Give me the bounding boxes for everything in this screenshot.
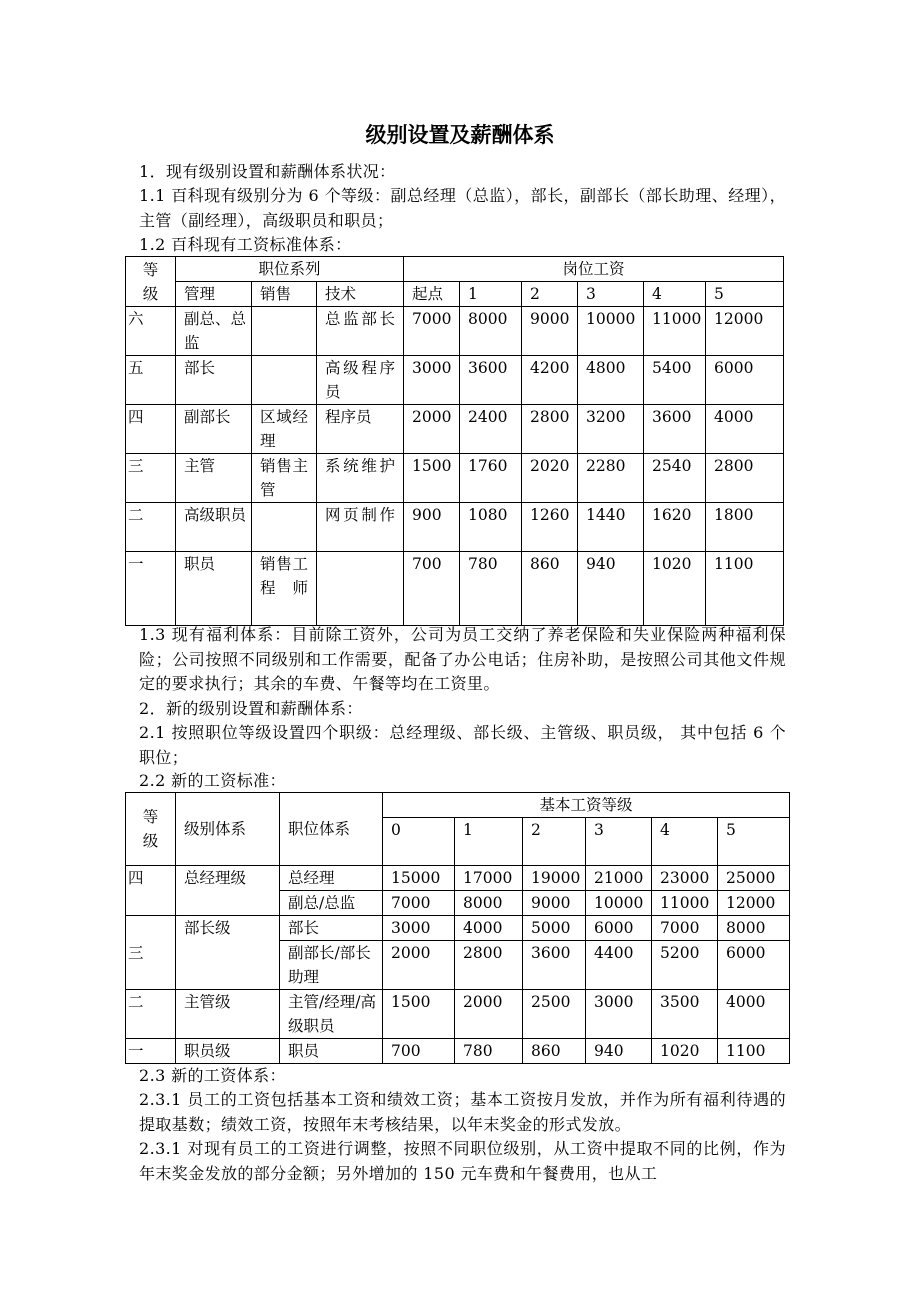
wage-cell: 3000 bbox=[404, 356, 460, 405]
wage-cell: 6000 bbox=[718, 941, 790, 990]
header-grade: 等级 bbox=[126, 793, 176, 866]
wage-cell: 4400 bbox=[586, 941, 652, 990]
header-step: 5 bbox=[706, 282, 784, 307]
table-row bbox=[126, 866, 790, 891]
header-step: 1 bbox=[460, 282, 522, 307]
wage-cell: 11000 bbox=[652, 891, 718, 916]
paragraph-1-3: 1.3 现有福利体系：目前除工资外，公司为员工交纳了养老保险和失业保险两种福利保险；公司按照不同级别和工作需要，配备了办公电话；住房补助，是按照公司其他文件规定的要求执行；其余的车费、午餐等均在工资里。 bbox=[139, 625, 786, 693]
wage-cell: 2500 bbox=[523, 990, 586, 1039]
tech-cell bbox=[317, 552, 404, 626]
paragraph-2-3: 2.3 新的工资体系： bbox=[139, 1066, 286, 1085]
grade-cell: 一 bbox=[126, 552, 176, 626]
header-step: 1 bbox=[455, 818, 523, 866]
sales-cell bbox=[252, 503, 317, 552]
wage-cell: 6000 bbox=[706, 356, 784, 405]
grade-cell: 三 bbox=[126, 916, 176, 990]
document-title: 级别设置及薪酬体系 bbox=[365, 123, 555, 147]
wage-cell: 2400 bbox=[460, 405, 522, 454]
wage-cell: 8000 bbox=[455, 891, 523, 916]
header-step: 0 bbox=[383, 818, 455, 866]
grade-cell: 三 bbox=[126, 454, 176, 503]
management-cell: 高级职员 bbox=[176, 503, 252, 552]
wage-cell: 1500 bbox=[383, 990, 455, 1039]
table-row bbox=[126, 552, 784, 626]
paragraph-2-2: 2.2 新的工资标准： bbox=[139, 771, 286, 790]
paragraph-2-3-1-a: 2.3.1 员工的工资包括基本工资和绩效工资；基本工资按月发放，并作为所有福利待遇的提取基数；绩效工资，按照年末考核结果，以年末奖金的形式发放。 bbox=[139, 1090, 786, 1134]
position-cell: 主管/经理/高级职员 bbox=[280, 990, 383, 1039]
header-base-wage-grade: 基本工资等级 bbox=[383, 793, 790, 818]
wage-cell: 3500 bbox=[652, 990, 718, 1039]
existing-wage-table bbox=[125, 256, 784, 626]
wage-cell: 3600 bbox=[523, 941, 586, 990]
table-row bbox=[126, 503, 784, 552]
wage-cell: 4000 bbox=[706, 405, 784, 454]
sales-cell: 销售主管 bbox=[252, 454, 317, 503]
header-step: 4 bbox=[644, 282, 706, 307]
tech-cell: 系统维护 bbox=[317, 454, 404, 503]
level-cell: 总经理级 bbox=[176, 866, 280, 916]
table-row bbox=[126, 356, 784, 405]
sales-cell bbox=[252, 356, 317, 405]
wage-cell: 10000 bbox=[578, 307, 644, 356]
wage-cell: 5200 bbox=[652, 941, 718, 990]
header-step: 3 bbox=[586, 818, 652, 866]
wage-cell: 2000 bbox=[455, 990, 523, 1039]
section-1-heading: 1．现有级别设置和薪酬体系状况： bbox=[139, 162, 396, 181]
grade-cell: 五 bbox=[126, 356, 176, 405]
wage-cell: 7000 bbox=[383, 891, 455, 916]
wage-cell: 2000 bbox=[383, 941, 455, 990]
paragraph-1-2: 1.2 百科现有工资标准体系： bbox=[139, 235, 352, 254]
wage-cell: 1800 bbox=[706, 503, 784, 552]
tech-cell: 程序员 bbox=[317, 405, 404, 454]
wage-cell: 21000 bbox=[586, 866, 652, 891]
header-grade: 等级 bbox=[126, 257, 176, 307]
wage-cell: 1760 bbox=[460, 454, 522, 503]
wage-cell: 2000 bbox=[404, 405, 460, 454]
wage-cell: 940 bbox=[586, 1039, 652, 1064]
position-cell: 总经理 bbox=[280, 866, 383, 891]
wage-cell: 3200 bbox=[578, 405, 644, 454]
tech-cell: 高级程序员 bbox=[317, 356, 404, 405]
paragraph-2-3-1-b: 2.3.1 对现有员工的工资进行调整，按照不同职位级别，从工资中提取不同的比例，作为年末奖金发放的部分金额；另外增加的 150 元车费和午餐费用，也从工 bbox=[139, 1139, 786, 1183]
position-cell: 部长 bbox=[280, 916, 383, 941]
wage-cell: 3000 bbox=[383, 916, 455, 941]
wage-cell: 23000 bbox=[652, 866, 718, 891]
wage-cell: 2800 bbox=[706, 454, 784, 503]
sales-cell: 区域经理 bbox=[252, 405, 317, 454]
table-row bbox=[126, 990, 790, 1039]
management-cell: 副总、总监 bbox=[176, 307, 252, 356]
grade-cell: 四 bbox=[126, 866, 176, 916]
level-cell: 主管级 bbox=[176, 990, 280, 1039]
paragraph-2-1: 2.1 按照职位等级设置四个职级：总经理级、部长级、主管级、职员级， 其中包括 6 个职位； bbox=[139, 723, 786, 767]
wage-cell: 1100 bbox=[706, 552, 784, 626]
wage-cell: 7000 bbox=[404, 307, 460, 356]
wage-cell: 12000 bbox=[706, 307, 784, 356]
tech-cell: 网页制作 bbox=[317, 503, 404, 552]
sales-cell: 销售工程师 bbox=[252, 552, 317, 626]
wage-cell: 25000 bbox=[718, 866, 790, 891]
wage-cell: 1620 bbox=[644, 503, 706, 552]
position-cell: 副总/总监 bbox=[280, 891, 383, 916]
wage-cell: 900 bbox=[404, 503, 460, 552]
wage-cell: 860 bbox=[523, 1039, 586, 1064]
grade-cell: 二 bbox=[126, 503, 176, 552]
position-cell: 副部长/部长助理 bbox=[280, 941, 383, 990]
wage-cell: 2020 bbox=[522, 454, 578, 503]
wage-cell: 1440 bbox=[578, 503, 644, 552]
header-management: 管理 bbox=[176, 282, 252, 307]
wage-cell: 3600 bbox=[644, 405, 706, 454]
header-tech: 技术 bbox=[317, 282, 404, 307]
table-row bbox=[126, 1039, 790, 1064]
wage-cell: 1100 bbox=[718, 1039, 790, 1064]
wage-cell: 12000 bbox=[718, 891, 790, 916]
paragraph-1-1: 1.1 百科现有级别分为 6 个等级：副总经理（总监），部长，副部长（部长助理、经理），主管（副经理），高级职员和职员； bbox=[139, 186, 786, 230]
header-post-wage: 岗位工资 bbox=[404, 257, 784, 282]
level-cell: 部长级 bbox=[176, 916, 280, 990]
table-row bbox=[126, 405, 784, 454]
section-2-heading: 2．新的级别设置和薪酬体系： bbox=[139, 699, 363, 718]
new-wage-table bbox=[125, 792, 790, 1064]
header-step: 5 bbox=[718, 818, 790, 866]
grade-cell: 一 bbox=[126, 1039, 176, 1064]
wage-cell: 1260 bbox=[522, 503, 578, 552]
header-position-series: 职位系列 bbox=[176, 257, 404, 282]
grade-cell: 二 bbox=[126, 990, 176, 1039]
header-step: 2 bbox=[522, 282, 578, 307]
wage-cell: 1020 bbox=[644, 552, 706, 626]
level-cell: 职员级 bbox=[176, 1039, 280, 1064]
wage-cell: 860 bbox=[522, 552, 578, 626]
position-cell: 职员 bbox=[280, 1039, 383, 1064]
wage-cell: 9000 bbox=[523, 891, 586, 916]
wage-cell: 2280 bbox=[578, 454, 644, 503]
header-position-system: 职位体系 bbox=[280, 793, 383, 866]
wage-cell: 4200 bbox=[522, 356, 578, 405]
wage-cell: 4000 bbox=[455, 916, 523, 941]
header-step: 起点 bbox=[404, 282, 460, 307]
header-step: 3 bbox=[578, 282, 644, 307]
grade-cell: 六 bbox=[126, 307, 176, 356]
wage-cell: 700 bbox=[404, 552, 460, 626]
wage-cell: 19000 bbox=[523, 866, 586, 891]
wage-cell: 17000 bbox=[455, 866, 523, 891]
management-cell: 副部长 bbox=[176, 405, 252, 454]
wage-cell: 2800 bbox=[522, 405, 578, 454]
wage-cell: 3000 bbox=[586, 990, 652, 1039]
table-row bbox=[126, 307, 784, 356]
grade-cell: 四 bbox=[126, 405, 176, 454]
management-cell: 主管 bbox=[176, 454, 252, 503]
wage-cell: 1020 bbox=[652, 1039, 718, 1064]
wage-cell: 5000 bbox=[523, 916, 586, 941]
wage-cell: 11000 bbox=[644, 307, 706, 356]
wage-cell: 5400 bbox=[644, 356, 706, 405]
wage-cell: 2540 bbox=[644, 454, 706, 503]
wage-cell: 700 bbox=[383, 1039, 455, 1064]
header-level-system: 级别体系 bbox=[176, 793, 280, 866]
sales-cell bbox=[252, 307, 317, 356]
wage-cell: 780 bbox=[455, 1039, 523, 1064]
tech-cell: 总监部长 bbox=[317, 307, 404, 356]
management-cell: 职员 bbox=[176, 552, 252, 626]
header-sales: 销售 bbox=[252, 282, 317, 307]
wage-cell: 4000 bbox=[718, 990, 790, 1039]
wage-cell: 8000 bbox=[460, 307, 522, 356]
wage-cell: 8000 bbox=[718, 916, 790, 941]
header-step: 4 bbox=[652, 818, 718, 866]
wage-cell: 1080 bbox=[460, 503, 522, 552]
wage-cell: 9000 bbox=[522, 307, 578, 356]
wage-cell: 15000 bbox=[383, 866, 455, 891]
wage-cell: 940 bbox=[578, 552, 644, 626]
wage-cell: 1500 bbox=[404, 454, 460, 503]
wage-cell: 4800 bbox=[578, 356, 644, 405]
table-row bbox=[126, 916, 790, 941]
wage-cell: 6000 bbox=[586, 916, 652, 941]
wage-cell: 7000 bbox=[652, 916, 718, 941]
table-row bbox=[126, 454, 784, 503]
management-cell: 部长 bbox=[176, 356, 252, 405]
wage-cell: 2800 bbox=[455, 941, 523, 990]
header-step: 2 bbox=[523, 818, 586, 866]
wage-cell: 10000 bbox=[586, 891, 652, 916]
wage-cell: 780 bbox=[460, 552, 522, 626]
wage-cell: 3600 bbox=[460, 356, 522, 405]
